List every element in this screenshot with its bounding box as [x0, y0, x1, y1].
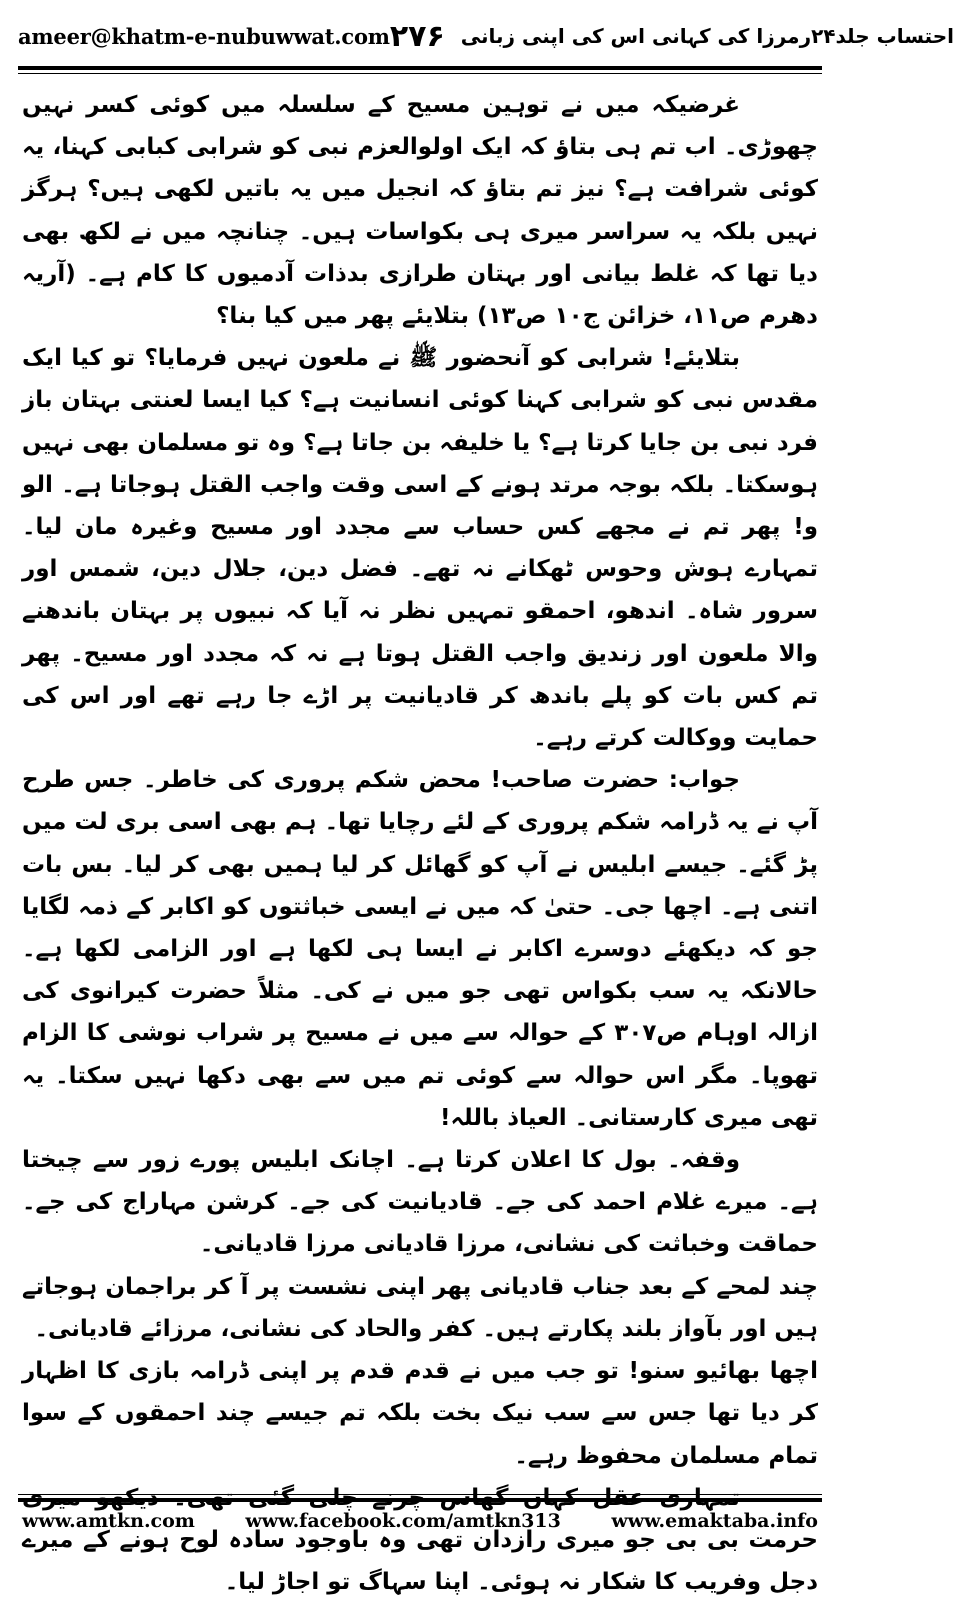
footer-link-amtkn[interactable]: www.amtkn.com [22, 1510, 195, 1532]
header-rule-thin [18, 73, 822, 74]
page-footer [18, 1504, 822, 1538]
footer-rule-thick [18, 1498, 822, 1502]
header-rule-thick [18, 66, 822, 70]
footer-link-facebook[interactable]: www.facebook.com/amtkn313 [245, 1510, 561, 1532]
paragraph-6: اچھا بھائیو سنو! تو جب میں نے قدم قدم پر اپنی ڈرامہ بازی کا اظہار کر دیا تھا جس سے سب نیک بخت بلکہ تم جیسے چند احمقوں کے سوا تمام مسلمان محفوظ رہے۔ [22, 1358, 818, 1469]
header-title: احتساب جلد۲۴رمرزا کی کہانی اس کی اپنی زبانی [460, 24, 954, 48]
footer-rule-thin [18, 1494, 822, 1495]
paragraph-7: حرمت بی بی جو میری رازدان تھی وہ باوجود سادہ لوح ہونے کے میرے دجل وفریب کا شکار نہ ہوئی۔ اپنا سہاگ تو اجاڑ لیا۔ [22, 1526, 818, 1596]
header-title-group [390, 19, 954, 54]
paragraph-4: وقفہ۔ بول کا اعلان کرتا ہے۔ اچانک ابلیس پورے زور سے چیختا ہے۔ میرے غلام احمد کی جے۔ قادیانیت کی جے۔ کرشن مہاراج کی جے۔ حماقت وخباثت کی نشانی، مرزا قادیانی مرزا قادیانی۔ [22, 1147, 818, 1258]
paragraph-5: چند لمحے کے بعد جناب قادیانی پھر اپنی نشست پر آ کر براجمان ہوجاتے ہیں اور بآواز بلند پکارتے ہیں۔ کفر والحاد کی نشانی، مرزائے قادیانی۔ [22, 1273, 818, 1342]
page-header [18, 10, 954, 62]
paragraph-1: غرضیکہ میں نے توہین مسیح کے سلسلہ میں کوئی کسر نہیں چھوڑی۔ اب تم ہی بتاؤ کہ ایک اولوالعزم نبی کو شرابی کبابی کہنا، یہ کوئی شرافت ہے؟ نیز تم بتاؤ کہ انجیل میں یہ باتیں لکھی ہیں؟ ہرگز نہیں بلکہ یہ سراسر میری ہی بکواسات ہیں۔ چنانچہ میں نے لکھ بھی دیا تھا کہ غلط بیانی اور بہتان طرازی بدذات آدمیوں کا کام ہے۔ (آریہ دھرم ص۱۱، خزائن ج۱۰ ص۱۳) بتلایئے پھر میں کیا بنا؟ [22, 92, 818, 330]
page-number: ۲۷۶ [389, 18, 445, 54]
header-email: ameer@khatm-e-nubuwwat.com [18, 23, 390, 49]
paragraph-3: جواب: حضرت صاحب! محض شکم پروری کی خاطر۔ جس طرح آپ نے یہ ڈرامہ شکم پروری کے لئے رچایا تھا۔ ہم بھی اسی بری لت میں پڑ گئے۔ جیسے ابلیس نے آپ کو گھائل کر لیا ہمیں بھی کر لیا۔ بس بات اتنی ہے۔ اچھا جی۔ حتیٰ کہ میں نے ایسی خباثتوں کو اکابر کے ذمہ لگایا جو کہ دیکھئے دوسرے اکابر نے ایسا ہی لکھا ہے اور الزامی لکھا ہے۔ حالانکہ یہ سب بکواس تھی جو میں نے کی۔ مثلاً حضرت کیرانوی کی ازالہ اوہام ص۳۰۷ کے حوالہ سے میں نے مسیح پر شراب نوشی کا الزام تھوپا۔ مگر اس حوالہ سے کوئی تم میں سے بھی دکھا نہیں سکتا۔ یہ تھی میری کارستانی۔ العیاذ باللہ! [22, 767, 818, 1131]
paragraph-2: بتلایئے! شرابی کو آنحضور ﷺ نے ملعون نہیں فرمایا؟ تو کیا ایک مقدس نبی کو شرابی کہنا کوئی انسانیت ہے؟ کیا ایسا لعنتی بہتان باز فرد نبی بن جایا کرتا ہے؟ یا خلیفہ بن جاتا ہے؟ وہ تو مسلمان بھی نہیں ہوسکتا۔ بلکہ بوجہ مرتد ہونے کے اسی وقت واجب القتل ہوجاتا ہے۔ الو و! پھر تم نے مجھے کس حساب سے مجدد اور مسیح وغیرہ مان لیا۔ تمہارے ہوش وحوس ٹھکانے نہ تھے۔ فضل دین، جلال دین، شمس اور سرور شاہ۔ اندھو، احمقو تمہیں نظر نہ آیا کہ نبیوں پر بہتان باندھنے والا ملعون اور زندیق واجب القتل ہوتا ہے نہ کہ مجدد اور مسیح۔ پھر تم کس بات کو پلے باندھ کر قادیانیت پر اڑے جا رہے تھے اور اس کی حمایت ووکالت کرتے رہے۔ [22, 345, 818, 752]
footer-link-emaktaba[interactable]: www.emaktaba.info [611, 1510, 818, 1532]
